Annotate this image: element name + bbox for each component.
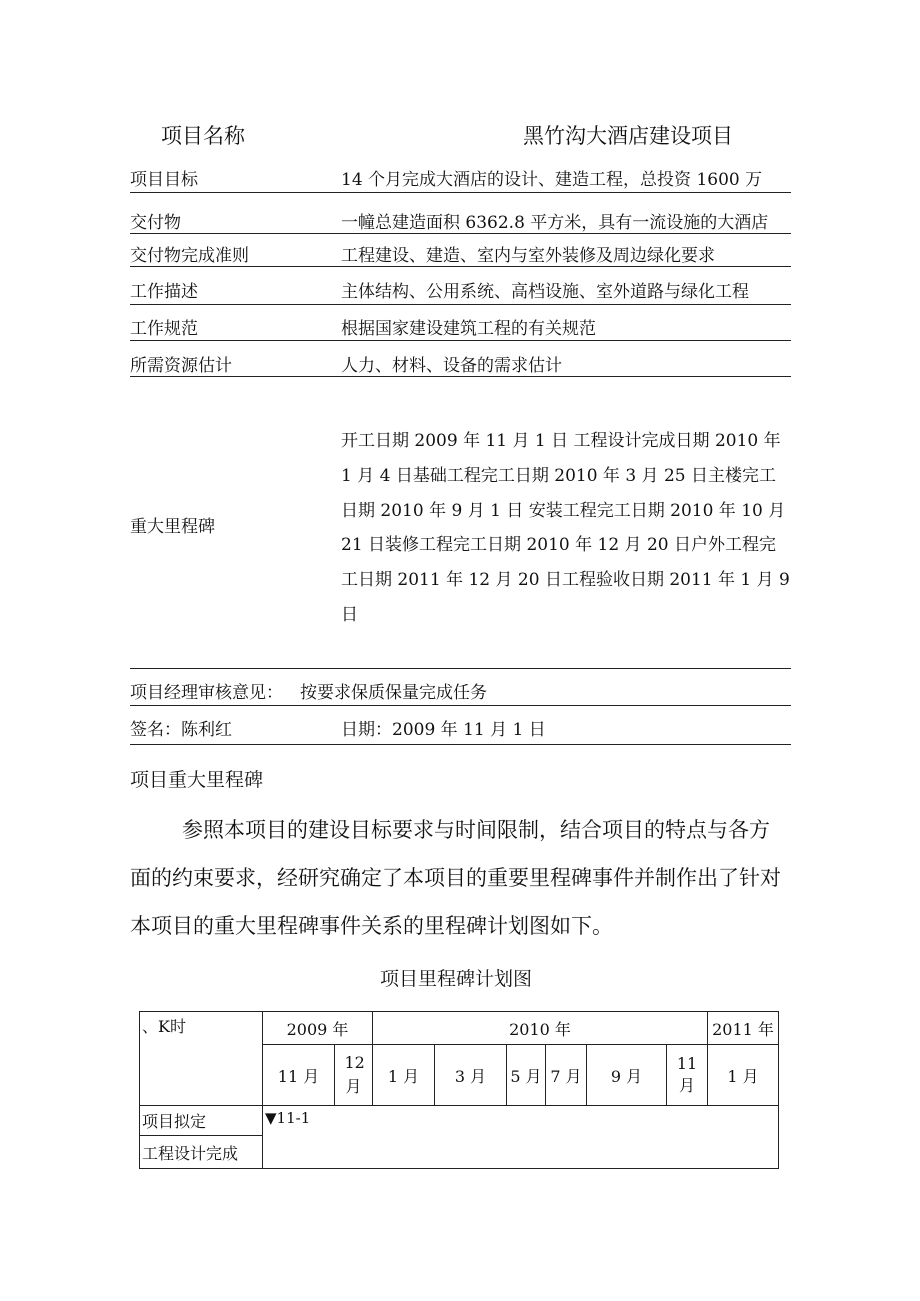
- month-header: 5 月: [507, 1045, 546, 1106]
- signature: 签名：陈利红: [130, 720, 232, 740]
- divider: [130, 304, 791, 305]
- section-title: 项目重大里程碑: [130, 769, 264, 791]
- month-header: 1 月: [708, 1045, 779, 1106]
- gantt-area: [263, 1106, 779, 1169]
- month-header: 3 月: [435, 1045, 507, 1106]
- row-label-criteria: 交付物完成准则: [130, 246, 249, 266]
- year-header: 2010 年: [373, 1012, 708, 1045]
- project-name-label: 项目名称: [161, 124, 245, 148]
- divider: [130, 266, 791, 267]
- row-label-deliverable: 交付物: [130, 213, 181, 233]
- task-label: 项目拟定: [140, 1106, 263, 1136]
- divider: [130, 192, 791, 193]
- row-value-work-spec: 根据国家建设建筑工程的有关规范: [341, 319, 596, 339]
- table-corner-cell: [140, 1012, 263, 1106]
- row-label-goal: 项目目标: [130, 170, 198, 190]
- year-header: 2009 年: [263, 1012, 373, 1045]
- review-label: 项目经理审核意见：: [130, 683, 283, 703]
- divider: [130, 233, 791, 234]
- month-header-text: 12 月: [344, 1053, 365, 1097]
- year-header: 2011 年: [708, 1012, 779, 1045]
- month-header: 9 月: [587, 1045, 667, 1106]
- month-header: 11 月: [263, 1045, 335, 1106]
- sign-date: 日期：2009 年 11 月 1 日: [341, 720, 546, 740]
- row-value-resources: 人力、材料、设备的需求估计: [341, 356, 562, 376]
- milestones-text: 开工日期 2009 年 11 月 1 日 工程设计完成日期 2010 年 1 月 4 日基础工程完工日期 2010 年 3 月 25 日主楼完工日期 2010 年 9 月 1 日 安装工程完工日期 2010 年 10 月 21 日装修工程完工日期 2010 年 12 月 20 日户外工程完工日期 2011 年 12 月 20 日工程验收日期 2011 年 1 月 9 日: [341, 431, 790, 625]
- divider: [130, 376, 791, 377]
- divider: [130, 705, 791, 706]
- divider: [130, 340, 791, 341]
- project-name-value: 黑竹沟大酒店建设项目: [523, 124, 733, 148]
- month-header: 11 月: [667, 1045, 708, 1106]
- month-header: 7 月: [546, 1045, 587, 1106]
- review-value: 按要求保质保量完成任务: [300, 683, 487, 703]
- month-header: [335, 1045, 373, 1106]
- task-label: 工程设计完成: [140, 1136, 263, 1169]
- corner-label: 、K时: [142, 1017, 186, 1036]
- row-value-goal: 14 个月完成大酒店的设计、建造工程，总投资 1600 万: [341, 170, 763, 190]
- milestones-label: 重大里程碑: [130, 517, 215, 537]
- row-label-resources: 所需资源估计: [130, 356, 232, 376]
- divider: [130, 668, 791, 669]
- milestone-table: [139, 1011, 779, 1169]
- row-value-criteria: 工程建设、建造、室内与室外装修及周边绿化要求: [341, 246, 715, 266]
- month-header: 1 月: [373, 1045, 435, 1106]
- milestone-marker: ▼11-1: [265, 1109, 311, 1127]
- intro-paragraph: 参照本项目的建设目标要求与时间限制，结合项目的特点与各方面的约束要求，经研究确定了本项目的重要里程碑事件并制作出了针对本项目的重大里程碑事件关系的里程碑计划图如下。: [130, 818, 781, 938]
- row-value-deliverable: 一幢总建造面积 6362.8 平方米，具有一流设施的大酒店: [341, 213, 769, 233]
- chart-title: 项目里程碑计划图: [380, 968, 533, 990]
- row-value-work-desc: 主体结构、公用系统、高档设施、室外道路与绿化工程: [341, 282, 749, 302]
- row-label-work-desc: 工作描述: [130, 282, 198, 302]
- row-label-work-spec: 工作规范: [130, 319, 198, 339]
- divider: [130, 744, 791, 745]
